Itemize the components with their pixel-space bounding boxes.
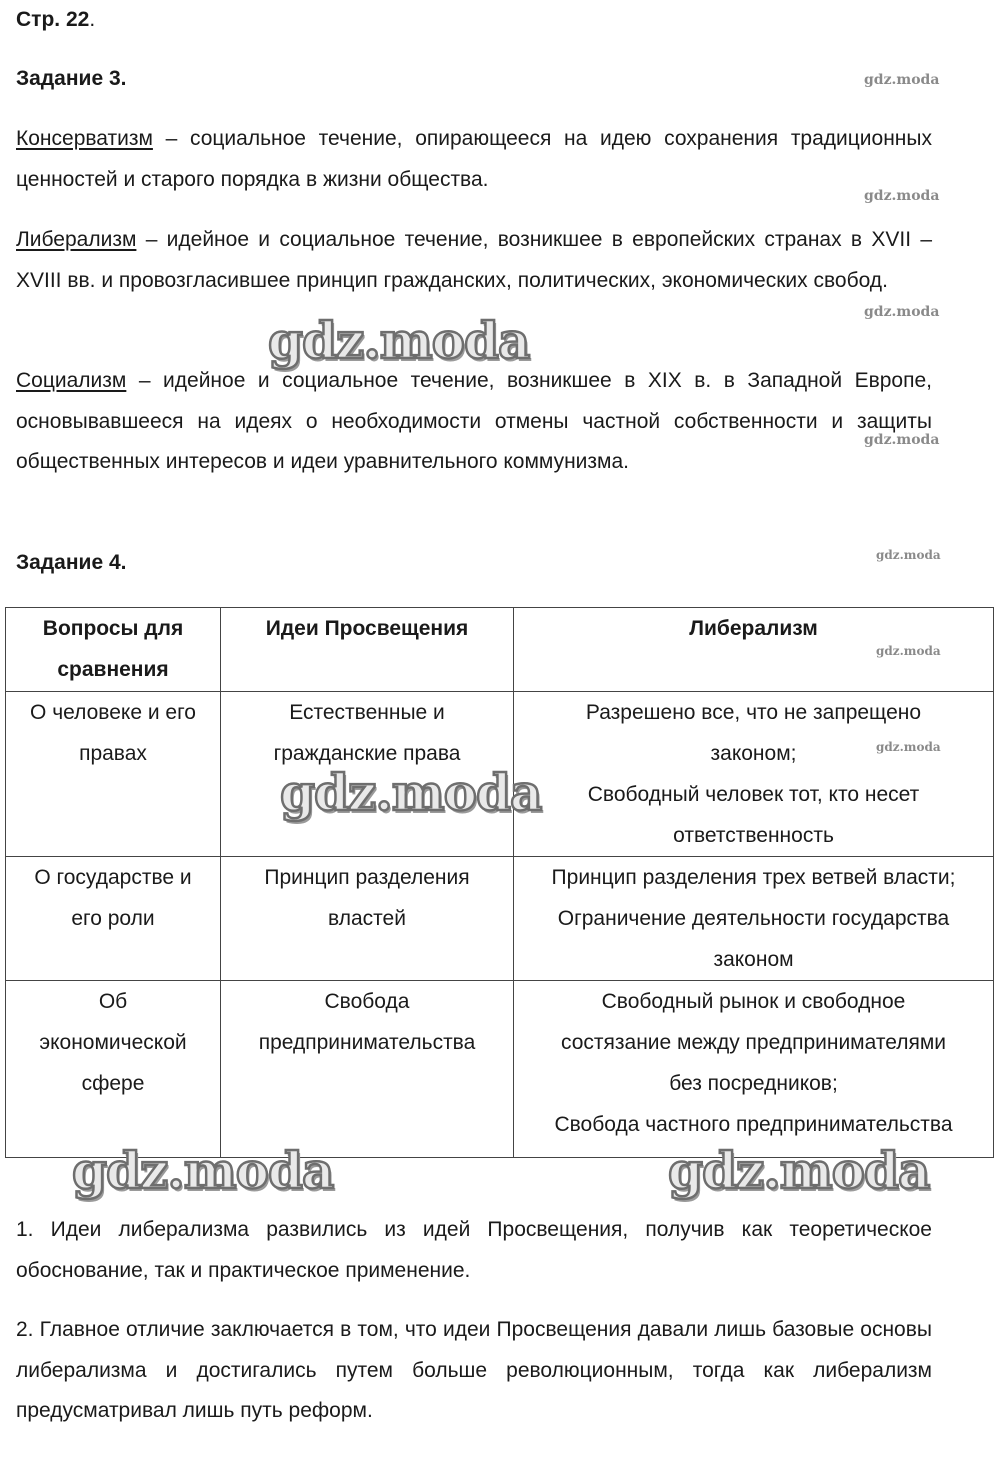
page-label: Стр. 22.	[16, 8, 96, 31]
comparison-table	[5, 607, 994, 1158]
watermark-large: gdz.moda	[668, 1141, 930, 1200]
cell-question: О государстве и его роли	[6, 857, 221, 981]
watermark-small: gdz.moda	[876, 740, 941, 754]
watermark-small: gdz.moda	[876, 548, 941, 562]
watermark-small: gdz.moda	[864, 72, 940, 88]
header-enlightenment: Идеи Просвещения	[221, 608, 514, 692]
cell-liberalism: Принцип разделения трех ветвей власти; Ограничение деятельности государства законом	[514, 857, 994, 981]
header-questions: Вопросы для сравнения	[6, 608, 221, 692]
watermark-large: gdz.moda	[268, 311, 530, 370]
term-liberalism: Либерализм	[16, 228, 137, 251]
definition-socialism: Социализм – идейное и социальное течение, возникшее в XIX в. в Западной Европе, основывавшееся на идеях о необходимости отмены частной собственности и защиты общественных интересов и идеи уравнительного коммунизма.	[16, 369, 932, 473]
cell-liberalism: Разрешено все, что не запрещено законом; Свободный человек тот, кто несет ответственность	[514, 692, 994, 857]
cell-question: О человеке и его правах	[6, 692, 221, 857]
conclusion-1: 1. Идеи либерализма развились из идей Просвещения, получив как теоретическое обоснование, так и практическое применение.	[16, 1218, 932, 1282]
table-row	[6, 857, 994, 981]
watermark-large: gdz.moda	[280, 763, 542, 822]
term-conservatism: Консерватизм	[16, 127, 153, 150]
cell-enlightenment: Естественные и гражданские права	[221, 692, 514, 857]
task4-heading: Задание 4.	[16, 551, 127, 574]
conclusion-2: 2. Главное отличие заключается в том, что идеи Просвещения давали лишь базовые основы либерализма и достигались путем больше революционным, тогда как либерализм предусматривал лишь путь реформ.	[16, 1318, 932, 1422]
watermark-small: gdz.moda	[864, 188, 940, 204]
definition-liberalism: Либерализм – идейное и социальное течение, возникшее в европейских странах в XVII – XVIII вв. и провозгласившее принцип гражданских, политических, экономических свобод.	[16, 228, 932, 292]
watermark-small: gdz.moda	[876, 644, 941, 658]
cell-enlightenment: Свобода предпринимательства	[221, 981, 514, 1158]
task3-heading: Задание 3.	[16, 67, 127, 90]
cell-liberalism: Свободный рынок и свободное состязание между предпринимателями без посредников; Свобода частного предпринимательства	[514, 981, 994, 1158]
cell-question: Об экономической сфере	[6, 981, 221, 1158]
watermark-large: gdz.moda	[72, 1141, 334, 1200]
watermark-small: gdz.moda	[864, 432, 940, 448]
term-socialism: Социализм	[16, 369, 127, 392]
table-header-row	[6, 608, 994, 692]
table-row	[6, 981, 994, 1158]
definition-conservatism: Консерватизм – социальное течение, опирающееся на идею сохранения традиционных ценностей и старого порядка в жизни общества.	[16, 127, 932, 191]
header-liberalism: Либерализм	[514, 608, 994, 692]
cell-enlightenment: Принцип разделения властей	[221, 857, 514, 981]
watermark-small: gdz.moda	[864, 304, 940, 320]
